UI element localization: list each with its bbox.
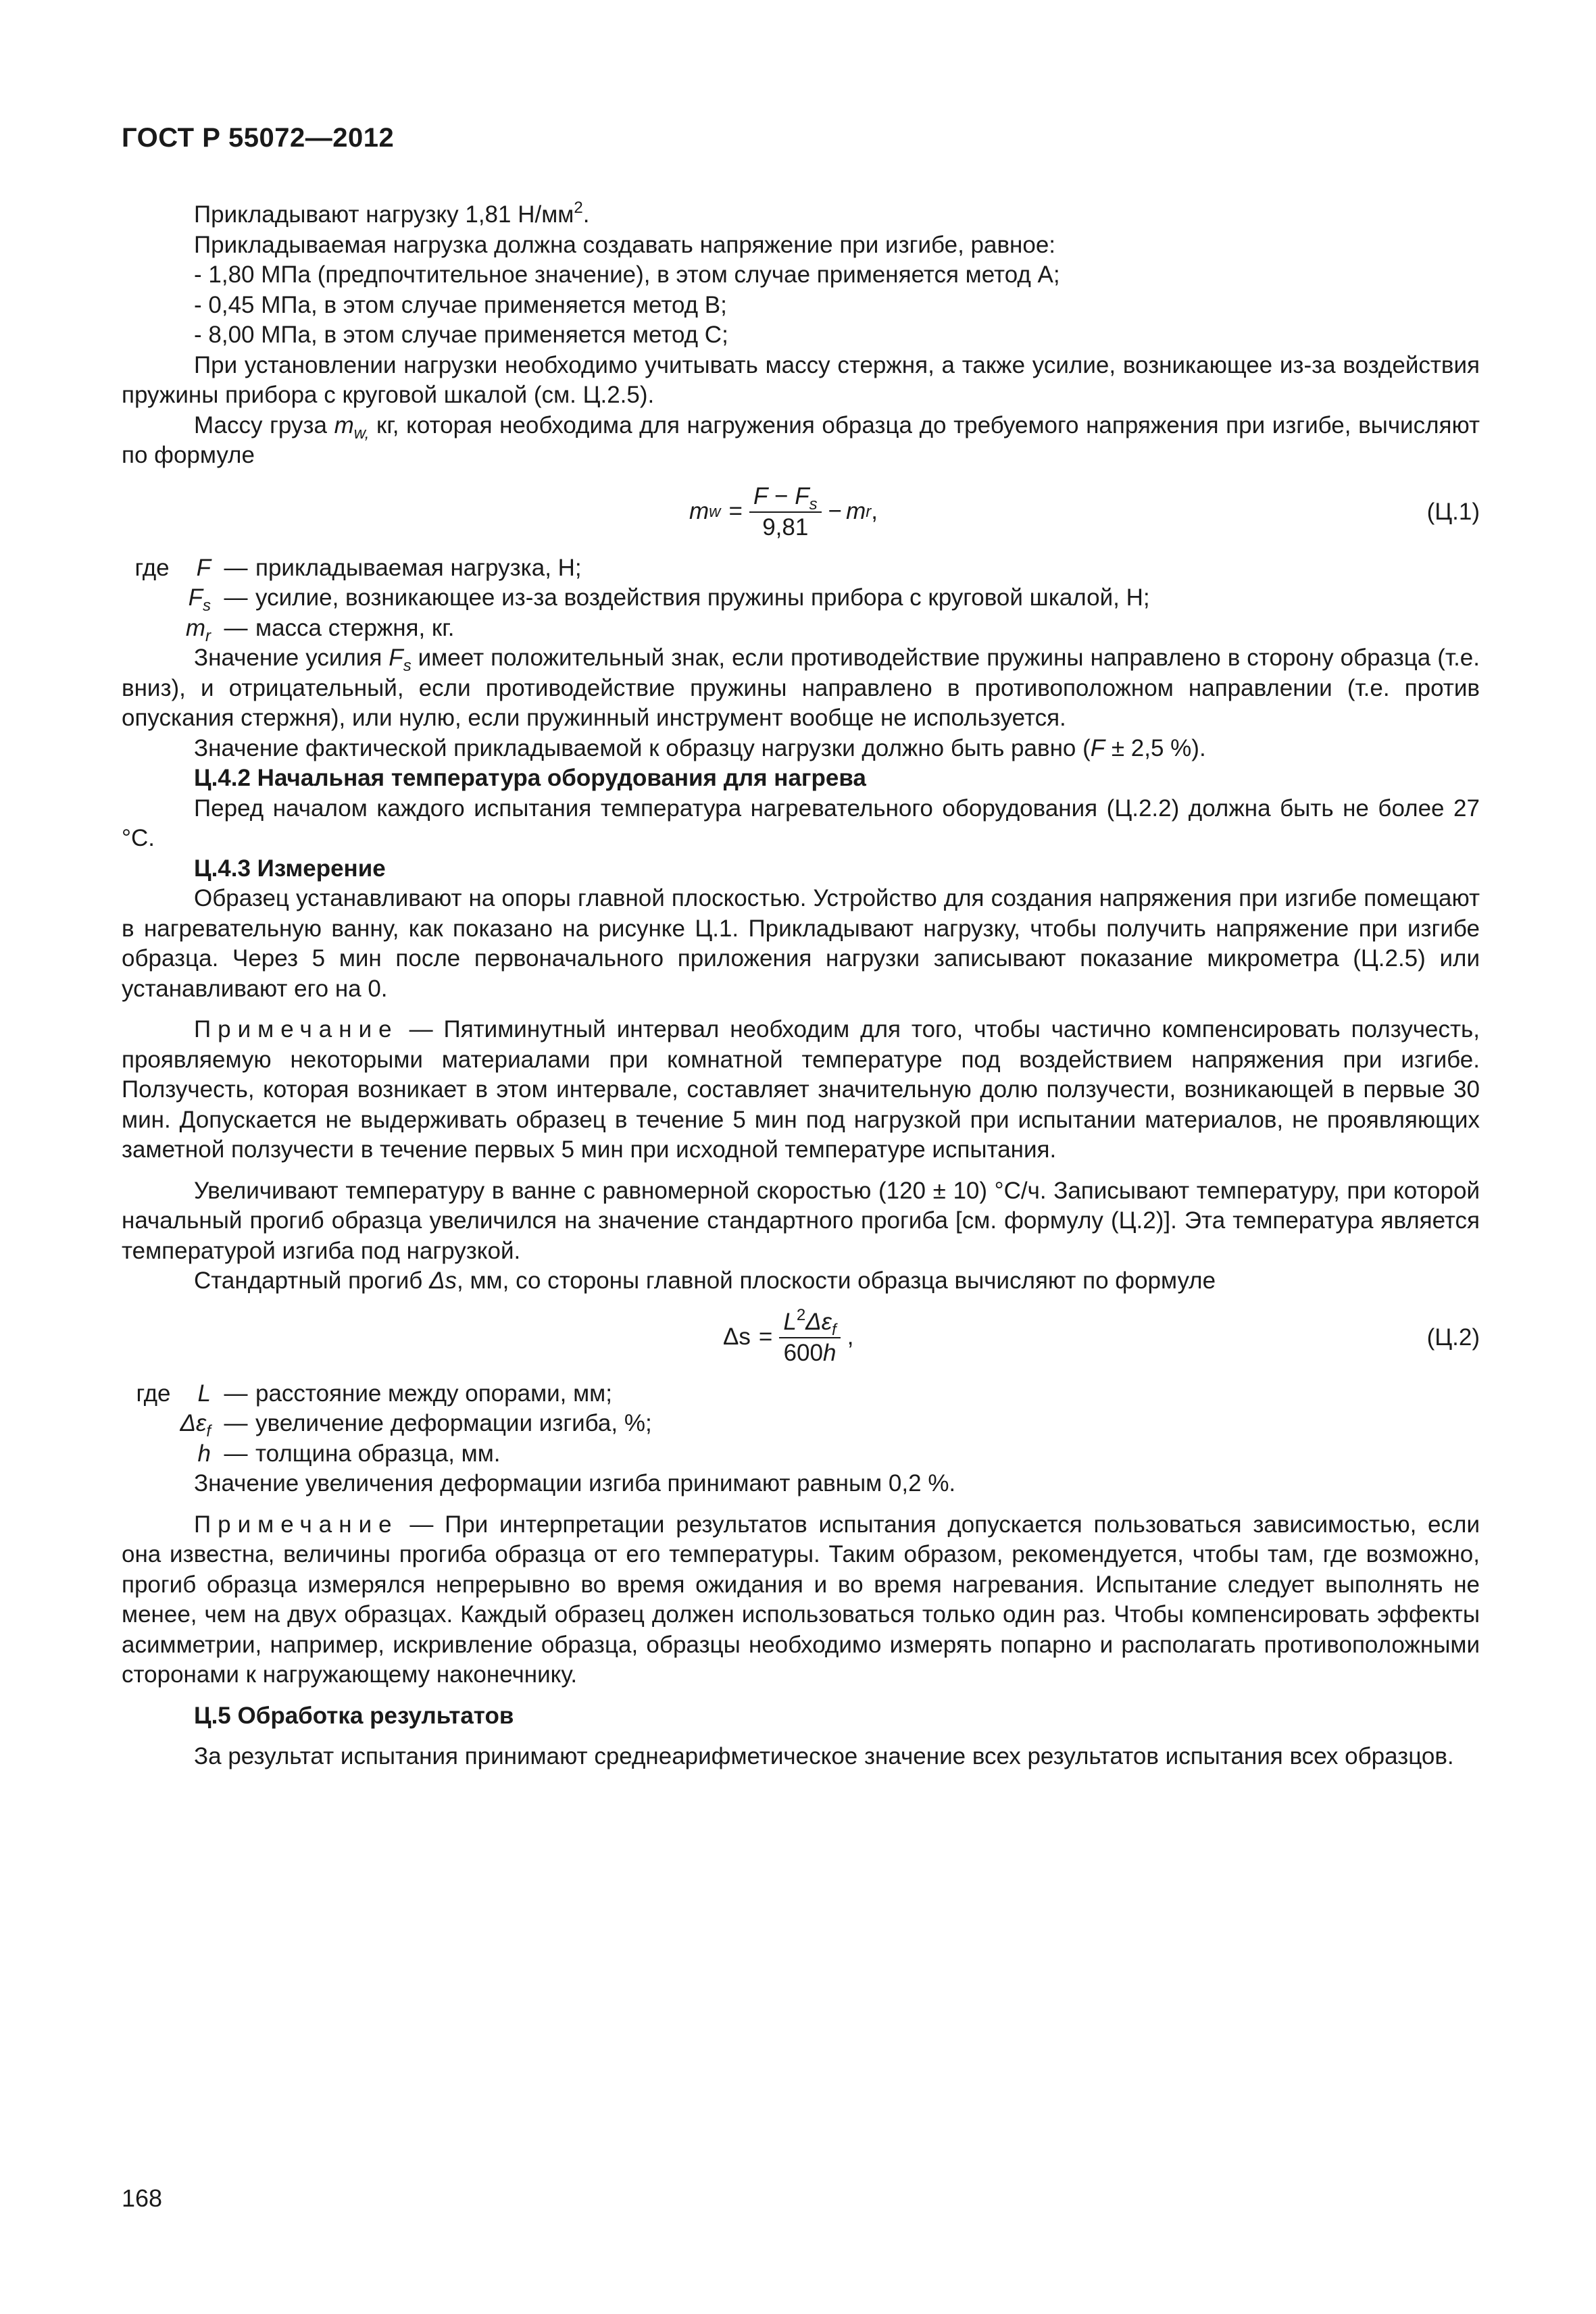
formula-c2-body: Δs = $\frac{L^2\Delta\varepsilon_f}{600h}$ ,: [723, 1301, 853, 1375]
paragraph-actual-load: Значение фактической прикладываемой к образцу нагрузки должно быть равно (F ± 2,5 %).: [194, 734, 1206, 761]
section-heading-c42: Ц.4.2 Начальная температура оборудования для нагрева: [194, 765, 866, 791]
note-interpretation: Примечание — При интерпретации результатов испытания допускается пользоваться зависимостью, если она известна, величины прогиба образца от его температуры. Таким образом, рекомендуется, чтобы там, где возможно, прогиб образца измерялся непрерывно во время ожидания и во время нагревания. Испытание следует выполнять не менее, чем на двух образцах. Каждый образец должен использоваться только один раз. Чтобы компенсировать эффекты асимметрии, например, искривление образца, образцы необходимо измерять попарно и располагать противоположными сторонами к нагружающему наконечнику.: [122, 1511, 1480, 1688]
definition-row: где L — расстояние между опорами, мм;: [136, 1380, 612, 1407]
document-header: ГОСТ Р 55072—2012: [122, 123, 395, 153]
paragraph-mass: Массу груза $m_{w,}$ кг, которая необходима для нагружения образца до требуемого напряжения при изгибе, вычисляют по формуле: [122, 411, 1480, 468]
definition-row: $F_s$ — усилие, возникающее из-за воздействия пружины прибора с круговой шкалой, Н;: [188, 584, 1150, 615]
paragraph-initial-temperature: Перед началом каждого испытания температура нагревательного оборудования (Ц.2.2) должна быть не более 27 °С.: [122, 795, 1480, 851]
formula-c1-body: m w = $\frac{F - F_s}{9,81}$ − m r ,: [689, 475, 878, 549]
note-creep: Примечание — Пятиминутный интервал необходим для того, чтобы частично компенсировать ползучесть, проявляемую некоторыми материалами при комнатной температуре под воздействием напряжения при изгибе. Ползучесть, которая возникает в этом интервале, составляет значительную долю ползучести, возникающей в первые 30 мин. Допускается не выдерживать образец в течение 5 мин под нагрузкой при испытании материалов, не проявляющих заметной ползучести в течение первых 5 мин при исходной температуре испытания.: [122, 1016, 1480, 1163]
formula-c1-number: (Ц.1): [1426, 498, 1480, 525]
paragraph-measurement: Образец устанавливают на опоры главной плоскостью. Устройство для создания напряжения при изгибе помещают в нагревательную ванну, как показано на рисунке Ц.1. Прикладывают нагрузку, чтобы получить напряжение при изгибе образца. Через 5 мин после первоначального приложения нагрузки записывают показание микрометра (Ц.2.5) или устанавливают его на 0.: [122, 885, 1480, 1002]
paragraph-stress: Прикладываемая нагрузка должна создавать напряжение при изгибе, равное:: [194, 231, 1056, 258]
formula-c2-fraction: $\frac{L^2\Delta\varepsilon_f}{600h}$: [779, 1307, 840, 1368]
definition-row: $m_r$ — масса стержня, кг.: [185, 614, 455, 645]
definitions-c2: [122, 1379, 1480, 1469]
page-body: [122, 200, 1480, 1772]
definitions-c1: [122, 553, 1480, 644]
paragraph-heating: Увеличивают температуру в ванне с равномерной скоростью (120 ± 10) °С/ч. Записывают температуру, при которой начальный прогиб образца увеличился на значение стандартного прогиба [см. формулу (Ц.2)]. Эта температура является температурой изгиба под нагрузкой.: [122, 1177, 1480, 1264]
paragraph-spring-sign: Значение усилия $F_s$ имеет положительный знак, если противодействие пружины направлено в сторону образца (т.е. вниз), и отрицательный, если противодействие пружины направлено в противоположном направлении (т.е. против опускания стержня), или нулю, если пружинный инструмент вообще не используется.: [122, 645, 1480, 731]
formula-c1: [122, 475, 1480, 549]
page-number: 168: [122, 2184, 163, 2212]
list-item-method-c: - 8,00 МПа, в этом случае применяется метод С;: [194, 322, 728, 348]
definition-row: где F — прикладываемая нагрузка, Н;: [134, 554, 582, 581]
paragraph-standard-deflection: Стандартный прогиб Δs, мм, со стороны главной плоскости образца вычисляют по формуле: [194, 1267, 1216, 1294]
section-heading-c43: Ц.4.3 Измерение: [194, 855, 386, 882]
paragraph-strain-value: Значение увеличения деформации изгиба принимают равным 0,2 %.: [194, 1470, 956, 1496]
paragraph-load: Прикладывают нагрузку 1,81 $Н/мм^2$.: [194, 199, 590, 228]
list-item-method-b: - 0,45 МПа, в этом случае применяется метод В;: [194, 291, 727, 318]
formula-c2: [122, 1301, 1480, 1375]
definition-row: $\Delta\varepsilon_f$ — увеличение деформации изгиба, %;: [180, 1410, 652, 1440]
list-item-method-a: - 1,80 МПа (предпочтительное значение), в этом случае применяется метод А;: [194, 261, 1060, 288]
formula-c1-fraction: $\frac{F - F_s}{9,81}$: [749, 482, 822, 543]
paragraph-load-setting: При установлении нагрузки необходимо учитывать массу стержня, а также усилие, возникающее из-за воздействия пружины прибора с круговой шкалой (см. Ц.2.5).: [122, 351, 1480, 408]
section-heading-c5: Ц.5 Обработка результатов: [194, 1702, 514, 1729]
definition-row: h — толщина образца, мм.: [197, 1440, 501, 1467]
paragraph-result: За результат испытания принимают среднеарифметическое значение всех результатов испытания всех образцов.: [194, 1743, 1454, 1769]
formula-c2-number: (Ц.2): [1426, 1324, 1480, 1351]
